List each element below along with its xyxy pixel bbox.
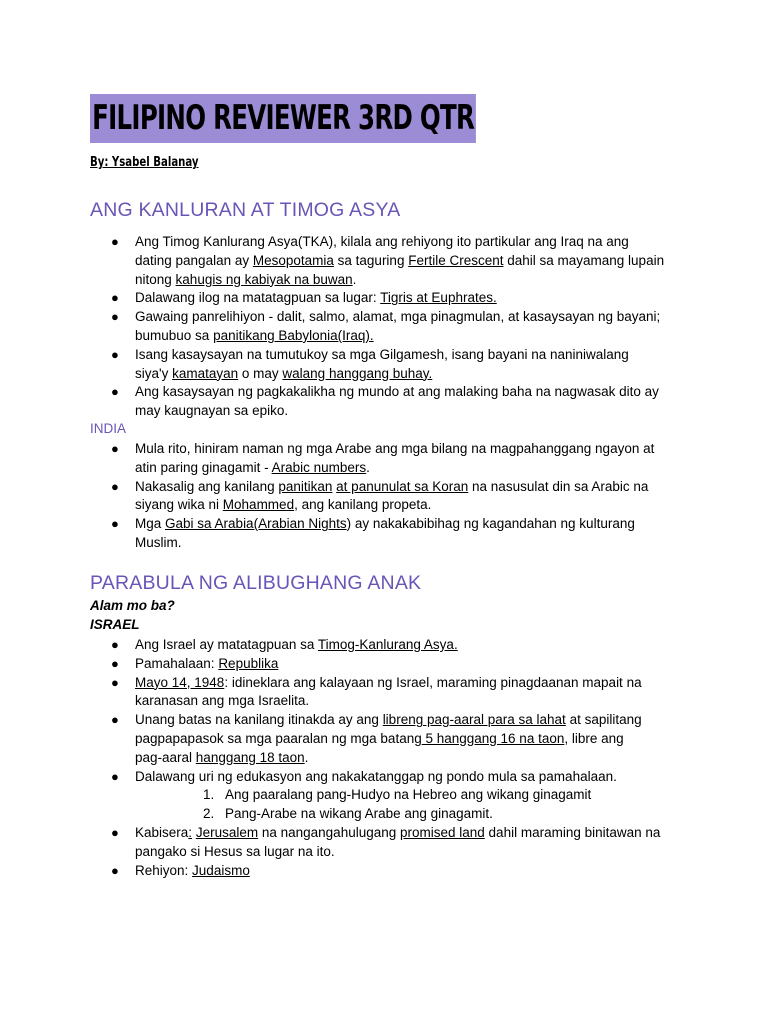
underlined-term: Jerusalem bbox=[195, 824, 259, 840]
text-run: Dalawang uri ng edukasyon ang nakakatanggap ng pondo mula sa pamahalaan. bbox=[135, 768, 617, 784]
text-run: sa taguring bbox=[333, 252, 409, 268]
item-text: Pang-Arabe na wikang Arabe ang ginagamit. bbox=[225, 806, 493, 822]
underlined-term: Mesopotamia bbox=[252, 252, 334, 268]
document-title: FILIPINO REVIEWER 3RD QTR bbox=[90, 94, 476, 143]
text-run: Nakasalig ang kanilang bbox=[135, 478, 279, 494]
bullet-icon: ● bbox=[111, 290, 119, 306]
text-run: Dalawang ilog na matatagpuan sa lugar: bbox=[135, 290, 381, 306]
text-run: : idineklara ang kalayaan ng Israel, maraming pinagdaanan mapait na bbox=[224, 674, 642, 690]
numbered-item bbox=[135, 805, 690, 824]
bullet-icon: ● bbox=[111, 768, 119, 784]
text-run: na nangangahulugang bbox=[258, 824, 400, 840]
numbered-sublist bbox=[135, 786, 690, 824]
text-run: bumubuo sa bbox=[135, 327, 214, 343]
text-run: pag-aaral bbox=[135, 749, 196, 765]
underlined-term: : bbox=[188, 824, 193, 840]
list-item bbox=[90, 515, 690, 553]
text-run: pangako si Hesus sa lugar na ito. bbox=[135, 843, 335, 859]
list-item bbox=[90, 308, 690, 346]
underlined-term: Republika bbox=[218, 655, 279, 671]
text-run: dating pangalan ay bbox=[135, 252, 253, 268]
bullet-icon: ● bbox=[111, 234, 119, 249]
text-run: karanasan ang mga Israelita. bbox=[135, 693, 310, 709]
underlined-term: at panunulat sa Koran bbox=[336, 478, 469, 494]
underlined-term: Mayo 14, 1948 bbox=[135, 674, 225, 690]
underlined-term: Judaismo bbox=[192, 862, 250, 878]
underlined-term: libreng pag-aaral para sa lahat bbox=[382, 712, 566, 728]
underlined-term: Arabic numbers bbox=[271, 459, 367, 475]
underlined-term: promised land bbox=[400, 824, 485, 840]
bullet-icon: ● bbox=[111, 637, 119, 652]
text-run: Gawaing panrelihiyon - dalit, salmo, alamat, mga pinagmulan, at kasaysayan ng bayani; bbox=[135, 309, 661, 325]
text-run: dahil maraming binitawan na bbox=[484, 824, 661, 840]
list-item bbox=[90, 233, 690, 289]
list-item bbox=[90, 768, 690, 824]
byline: By: Ysabel Balanay bbox=[90, 155, 199, 170]
text-run: ) ay nakakabibihag ng kagandahan ng kulturang bbox=[346, 516, 635, 532]
text-run: may kaugnayan sa epiko. bbox=[135, 403, 289, 419]
bullet-icon: ● bbox=[111, 862, 119, 878]
alam-mo-ba-label: Alam mo ba? bbox=[90, 598, 175, 613]
underlined-term: Mohammed bbox=[222, 497, 295, 513]
list-item bbox=[90, 655, 690, 674]
list-item bbox=[90, 636, 690, 655]
list-item bbox=[90, 289, 690, 308]
text-run: Ang kasaysayan ng pagkakalikha ng mundo at ang malaking baha na nagwasak dito ay bbox=[135, 384, 659, 400]
underlined-term: walang hanggang buhay. bbox=[282, 365, 433, 381]
text-run: Kabisera bbox=[135, 824, 189, 840]
list-item bbox=[90, 383, 690, 421]
text-run: dahil sa mayamang lupain bbox=[503, 252, 665, 268]
text-run: . bbox=[352, 271, 357, 287]
text-run: at sapilitang bbox=[565, 712, 642, 728]
section-heading-kanluran: ANG KANLURAN AT TIMOG ASYA bbox=[90, 199, 401, 221]
list-item bbox=[90, 862, 690, 881]
title-block bbox=[90, 94, 626, 143]
bullet-icon: ● bbox=[111, 674, 119, 690]
text-run: siya'y bbox=[135, 365, 173, 381]
underlined-term: Tigris at Euphrates. bbox=[380, 290, 497, 306]
list-item bbox=[90, 478, 690, 516]
text-run: Mula rito, hiniram naman ng mga Arabe ang mga bilang na magpahanggang ngayon at bbox=[135, 441, 655, 456]
bullet-icon: ● bbox=[111, 441, 119, 456]
underlined-term: panitikang Babylonia(Iraq). bbox=[213, 327, 374, 343]
section2-bullet-list bbox=[90, 636, 690, 880]
text-run: Rehiyon: bbox=[135, 862, 193, 878]
text-run: . bbox=[304, 749, 309, 765]
text-run: Mga bbox=[135, 516, 166, 532]
bullet-icon: ● bbox=[111, 309, 119, 325]
text-run: o may bbox=[238, 365, 283, 381]
item-text: Ang paaralang pang-Hudyo na Hebreo ang wikang ginagamit bbox=[225, 787, 592, 803]
underlined-term: hanggang 18 taon bbox=[195, 749, 305, 765]
list-item bbox=[90, 711, 690, 767]
text-run: Pamahalaan: bbox=[135, 655, 219, 671]
bullet-icon: ● bbox=[111, 516, 119, 532]
india-bullet-list bbox=[90, 440, 690, 553]
bullet-icon: ● bbox=[111, 712, 119, 728]
underlined-term: kamatayan bbox=[172, 365, 239, 381]
text-run: Isang kasaysayan na tumutukoy sa mga Gilgamesh, isang bayani na naniniwalang bbox=[135, 346, 629, 362]
text-run: , libre ang bbox=[564, 730, 624, 746]
underlined-term: Timog-Kanlurang Asya. bbox=[317, 637, 458, 652]
underlined-term: 5 hanggang 16 na taon bbox=[421, 730, 565, 746]
list-item bbox=[90, 824, 690, 862]
text-run: Ang Israel ay matatagpuan sa bbox=[135, 637, 318, 652]
text-run: atin paring ginagamit - bbox=[135, 459, 272, 475]
israel-label: ISRAEL bbox=[90, 617, 140, 632]
bullet-icon: ● bbox=[111, 384, 119, 400]
underlined-term: Fertile Crescent bbox=[408, 252, 504, 268]
section-heading-parabula: PARABULA NG ALIBUGHANG ANAK bbox=[90, 572, 422, 594]
bullet-icon: ● bbox=[111, 824, 119, 840]
bullet-icon: ● bbox=[111, 655, 119, 671]
text-run: . bbox=[366, 459, 370, 475]
bullet-icon: ● bbox=[111, 346, 119, 362]
underlined-term: kahugis ng kabiyak na buwan bbox=[175, 271, 353, 287]
underlined-term: panitikan bbox=[278, 478, 333, 494]
text-run: pagpapapasok sa mga paaralan ng mga batang bbox=[135, 730, 422, 746]
text-run: siyang wika ni bbox=[135, 497, 223, 513]
india-label: INDIA bbox=[90, 421, 127, 436]
numbered-item bbox=[135, 786, 690, 805]
list-item bbox=[90, 674, 690, 712]
bullet-icon: ● bbox=[111, 478, 119, 494]
text-run: Muslim. bbox=[135, 534, 182, 550]
section1-bullet-list bbox=[90, 233, 690, 421]
text-run: Ang Timog Kanlurang Asya(TKA), kilala ang rehiyong ito partikular ang Iraq na ang bbox=[135, 234, 629, 249]
underlined-term: Gabi sa Arabia(Arabian Nights bbox=[165, 516, 347, 532]
item-number: 1. bbox=[203, 787, 215, 803]
list-item bbox=[90, 346, 690, 384]
text-run: na nasusulat din sa Arabic na bbox=[468, 478, 649, 494]
list-item bbox=[90, 440, 690, 478]
text-run: nitong bbox=[135, 271, 176, 287]
text-run: Unang batas na kanilang itinakda ay ang bbox=[135, 712, 383, 728]
item-number: 2. bbox=[203, 806, 215, 822]
text-run: , ang kanilang propeta. bbox=[294, 497, 432, 513]
